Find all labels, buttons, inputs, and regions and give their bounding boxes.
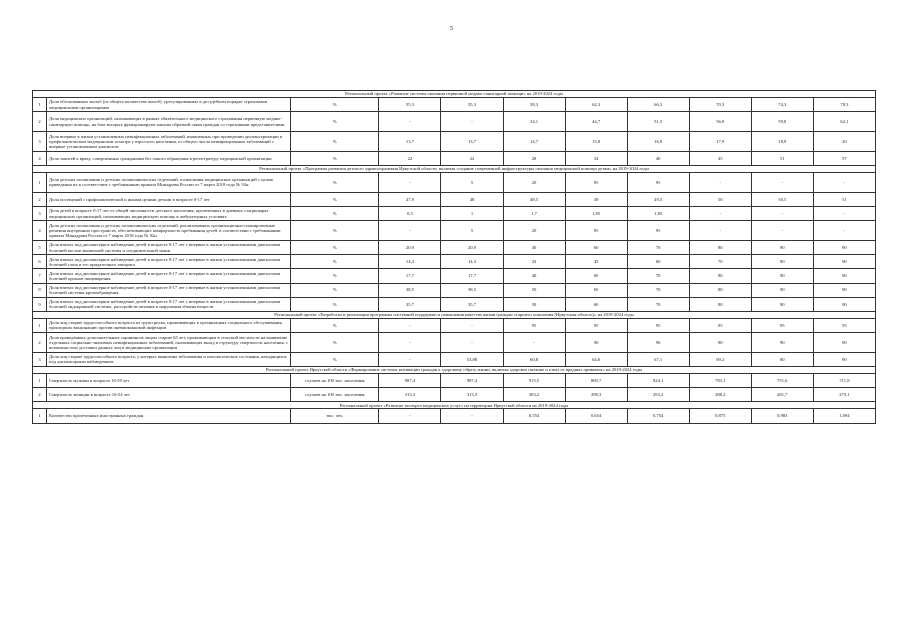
value-cell: 90 [813, 240, 875, 254]
unit-cell: случаев на 100 тыс. населения [291, 388, 379, 402]
value-cell: 70 [627, 283, 689, 297]
section-header-row [33, 91, 876, 98]
value-cell: 313,3 [379, 388, 441, 402]
value-cell: 45 [565, 255, 627, 269]
value-cell: 20 [813, 131, 875, 151]
table-row [33, 240, 876, 254]
value-cell: 57 [813, 151, 875, 165]
value-cell: 80 [689, 269, 751, 283]
table-row [33, 333, 876, 353]
row-number: 7 [33, 269, 47, 283]
value-cell: 14,3 [441, 255, 503, 269]
value-cell: 48 [441, 192, 503, 206]
unit-cell: % [291, 131, 379, 151]
value-cell: - [441, 318, 503, 332]
section-title: Региональный проект Иркутской области «Формирование системы мотивации граждан к здоровому образу жизни, включая здоровое питание и отказ от вредных привычек» на 2019-2024 годы [33, 367, 876, 374]
value-cell: 90 [813, 333, 875, 353]
row-number: 8 [33, 283, 47, 297]
value-cell: - [379, 333, 441, 353]
value-cell: 60 [565, 297, 627, 311]
indicator-name: Доля взятых под диспансерное наблюдение детей в возрасте 0-17 лет с впервые в жизни установленными диагнозами болезней глаза и его придаточного аппарата [47, 255, 291, 269]
section-header-row [33, 402, 876, 409]
unit-cell: % [291, 333, 379, 353]
section-title: Региональный проект «Развитие системы оказания первичной медико-санитарной помощи» на 2019-2024 годы [33, 91, 876, 98]
value-cell: 56,8 [689, 112, 751, 132]
value-cell: 60 [565, 283, 627, 297]
value-cell: 50 [503, 283, 565, 297]
value-cell: 58,3 [503, 98, 565, 112]
value-cell: 95 [565, 221, 627, 241]
value-cell: 0,875 [689, 409, 751, 423]
table-row [33, 283, 876, 297]
value-cell: 55,3 [379, 98, 441, 112]
value-cell: 55,3 [441, 98, 503, 112]
indicator-name: Доля детей в возрасте 0-17 лет от общей численности детского населения, пролеченных в дневных стационарах медицинских организаций, оказывающих медицинскую помощь в амбулаторных условиях [47, 206, 291, 220]
value-cell: 95 [627, 221, 689, 241]
row-number: 1 [33, 318, 47, 332]
value-cell: 70,3 [689, 98, 751, 112]
unit-cell: % [291, 240, 379, 254]
value-cell: 275,1 [813, 388, 875, 402]
value-cell: 59,8 [751, 112, 813, 132]
value-cell: 62,3 [565, 98, 627, 112]
value-cell: 50,5 [751, 192, 813, 206]
indicator-name: Доля взятых под диспансерное наблюдение детей в возрасте 0-17 лет с впервые в жизни установленными диагнозами болезней костно-мышечной системы и соединительной ткани [47, 240, 291, 254]
value-cell: 40 [503, 269, 565, 283]
table-row [33, 409, 876, 423]
value-cell: 74,3 [751, 98, 813, 112]
indicator-name: Доля лиц старше трудоспособного возраста, у которых выявлены заболевания и патологические состояния, находящихся под диспансерным наблюдением [47, 352, 291, 366]
value-cell: 915,5 [503, 374, 565, 388]
value-cell: 0,754 [627, 409, 689, 423]
value-cell: 35,7 [379, 297, 441, 311]
value-cell: 67,1 [627, 352, 689, 366]
row-number: 2 [33, 388, 47, 402]
table-row [33, 112, 876, 132]
unit-cell: % [291, 172, 379, 192]
value-cell: 53,88 [441, 352, 503, 366]
value-cell: 38,5 [441, 283, 503, 297]
value-cell: 303,2 [503, 388, 565, 402]
value-cell: 751,6 [751, 374, 813, 388]
row-number: 3 [33, 352, 47, 366]
value-cell: 70 [689, 255, 751, 269]
value-cell: 13,7 [379, 131, 441, 151]
value-cell: 1,85 [627, 206, 689, 220]
value-cell: 38,5 [379, 283, 441, 297]
table-row [33, 374, 876, 388]
unit-cell: % [291, 297, 379, 311]
row-number: 2 [33, 333, 47, 353]
value-cell: - [503, 333, 565, 353]
row-number: 2 [33, 192, 47, 206]
value-cell: - [751, 221, 813, 241]
table-row [33, 221, 876, 241]
value-cell: 60 [627, 255, 689, 269]
value-cell: 313,3 [441, 388, 503, 402]
section-title: Региональный проект «Программа развития детского здравоохранения Иркутской области, включая создание современной инфраструктуры оказания медицинской помощи детям» на 2019-2024 годы [33, 165, 876, 172]
value-cell: 5 [441, 172, 503, 192]
value-cell: 50 [503, 297, 565, 311]
value-cell: 78,3 [813, 98, 875, 112]
value-cell: 35,7 [441, 297, 503, 311]
value-cell: 48,5 [503, 192, 565, 206]
value-cell: 51 [813, 192, 875, 206]
unit-cell: % [291, 192, 379, 206]
value-cell: 60,8 [503, 352, 565, 366]
table-row [33, 98, 876, 112]
value-cell: 49,5 [627, 192, 689, 206]
value-cell: 28 [503, 151, 565, 165]
unit-cell: % [291, 283, 379, 297]
value-cell: 34,1 [503, 112, 565, 132]
unit-cell: случаев на 100 тыс. населения [291, 374, 379, 388]
row-number: 6 [33, 255, 47, 269]
value-cell: 80 [689, 297, 751, 311]
unit-cell: % [291, 98, 379, 112]
value-cell: - [689, 221, 751, 241]
unit-cell: % [291, 151, 379, 165]
value-cell: 45 [689, 151, 751, 165]
table-row [33, 151, 876, 165]
indicator-name: Доля проведённых дополнительных скринингов лицам старше 65 лет, проживающим в сельской местности на выявление отдельных социально-значимых неинфекционных заболеваний, оказывающих вклад в структуру смертности населения, с возможностью доставки данных лиц в медицинские организации [47, 333, 291, 353]
table-row [33, 192, 876, 206]
indicator-name: Доля медицинских организаций, оказывающих в рамках обязательного медицинского страхования первичную медико-санитарную помощь, на базе которых функционируют каналы обратной связи граждан со страховыми представителями [47, 112, 291, 132]
value-cell: 281,7 [751, 388, 813, 402]
row-number: 1 [33, 98, 47, 112]
value-cell: 80 [689, 240, 751, 254]
indicator-name: Доля лиц старше трудоспособного возраста из групп риска, проживающих в организациях социального обслуживания, прошедших вакцинацию против пневмококковой инфекции [47, 318, 291, 332]
value-cell: - [689, 172, 751, 192]
value-cell: 22 [441, 151, 503, 165]
value-cell: 95 [503, 318, 565, 332]
indicator-name: Доля детских поликлиник и детских поликлинических отделений, поликлиник медицинских организаций с целью приведения их в соответствие с требованиями приказа Минздрава России от 7 марта 2018 года № 92н [47, 172, 291, 192]
value-cell: 69,2 [689, 352, 751, 366]
unit-cell: % [291, 221, 379, 241]
table-row [33, 131, 876, 151]
indicator-name: Доля посещений с профилактической и иными целями детьми в возрасте 0-17 лет [47, 192, 291, 206]
value-cell: 60 [565, 240, 627, 254]
unit-cell: % [291, 206, 379, 220]
value-cell: 13,7 [441, 131, 503, 151]
value-cell: 0,983 [751, 409, 813, 423]
value-cell: 20,9 [441, 240, 503, 254]
section-header-row [33, 165, 876, 172]
value-cell: 51,5 [627, 112, 689, 132]
indicators-table [32, 90, 876, 424]
value-cell: 987,4 [379, 374, 441, 388]
value-cell: 80 [689, 283, 751, 297]
value-cell: - [441, 112, 503, 132]
value-cell: 17,7 [441, 269, 503, 283]
value-cell: 1,85 [565, 206, 627, 220]
value-cell: 1,7 [503, 206, 565, 220]
unit-cell: % [291, 255, 379, 269]
value-cell: 30 [503, 240, 565, 254]
value-cell: - [441, 409, 503, 423]
indicator-name: Доля обоснованных жалоб (от общего количества жалоб), урегулированных в досудебном порядке страховыми медицинскими организациями [47, 98, 291, 112]
value-cell: 14,7 [503, 131, 565, 151]
value-cell: 70 [627, 297, 689, 311]
value-cell: 293,2 [627, 388, 689, 402]
value-cell: 987,4 [441, 374, 503, 388]
value-cell: 33 [503, 255, 565, 269]
value-cell: 90 [813, 283, 875, 297]
value-cell: 0,554 [503, 409, 565, 423]
value-cell: 783,1 [689, 374, 751, 388]
value-cell: 49 [565, 192, 627, 206]
row-number: 1 [33, 409, 47, 423]
value-cell: 90 [813, 297, 875, 311]
value-cell: 60 [565, 269, 627, 283]
value-cell: 869,7 [565, 374, 627, 388]
value-cell: 40 [627, 151, 689, 165]
value-cell: 95 [565, 318, 627, 332]
table-row [33, 269, 876, 283]
indicator-name: Смертность женщин в возрасте 16-54 лет [47, 388, 291, 402]
value-cell: 90 [565, 333, 627, 353]
value-cell: 90 [751, 297, 813, 311]
value-cell: 80 [751, 255, 813, 269]
row-number: 4 [33, 221, 47, 241]
value-cell: 0,654 [565, 409, 627, 423]
value-cell: 50 [689, 192, 751, 206]
value-cell: 51 [751, 151, 813, 165]
value-cell: - [379, 352, 441, 366]
value-cell: 90 [813, 255, 875, 269]
value-cell: 298,3 [565, 388, 627, 402]
value-cell: 18,9 [751, 131, 813, 151]
table-row [33, 318, 876, 332]
value-cell: 16,8 [627, 131, 689, 151]
section-header-row [33, 367, 876, 374]
value-cell: 90 [689, 333, 751, 353]
value-cell: 711,8 [813, 374, 875, 388]
value-cell: 70 [627, 269, 689, 283]
value-cell: 824,1 [627, 374, 689, 388]
value-cell: 70 [627, 240, 689, 254]
value-cell: - [813, 172, 875, 192]
value-cell: 95 [689, 318, 751, 332]
value-cell: - [379, 318, 441, 332]
section-header-row [33, 311, 876, 318]
value-cell: - [751, 172, 813, 192]
value-cell: 14,3 [379, 255, 441, 269]
row-number: 3 [33, 131, 47, 151]
table-row [33, 352, 876, 366]
value-cell: 90 [751, 283, 813, 297]
table-row [33, 297, 876, 311]
table-row [33, 172, 876, 192]
value-cell: - [379, 172, 441, 192]
row-number: 3 [33, 206, 47, 220]
value-cell: - [379, 221, 441, 241]
value-cell: 90 [813, 269, 875, 283]
value-cell: 80 [751, 352, 813, 366]
value-cell: 20 [503, 221, 565, 241]
value-cell: 95 [813, 318, 875, 332]
indicator-name: Доля взятых под диспансерное наблюдение детей в возрасте 0-17 лет с впервые в жизни установленными диагнозами болезней системы кровообращения [47, 283, 291, 297]
value-cell: 17,9 [689, 131, 751, 151]
value-cell: - [751, 206, 813, 220]
value-cell: - [813, 206, 875, 220]
value-cell: 0,5 [379, 206, 441, 220]
indicator-name: Доля взятых под диспансерное наблюдение детей в возрасте 0-17 лет с впервые в жизни установленными диагнозами болезней эндокринной системы, расстройств питания и нарушения обмена веществ [47, 297, 291, 311]
value-cell: - [379, 112, 441, 132]
row-number: 9 [33, 297, 47, 311]
value-cell: 20 [503, 172, 565, 192]
value-cell: - [379, 409, 441, 423]
value-cell: 90 [751, 269, 813, 283]
row-number: 1 [33, 374, 47, 388]
section-title: Региональный проект «Развитие экспорта медицинских услуг» на территории Иркутской области на 2019-2024 годы [33, 402, 876, 409]
value-cell: 95 [627, 172, 689, 192]
value-cell: 90 [751, 240, 813, 254]
row-number: 1 [33, 172, 47, 192]
indicator-name: Доля детских поликлиник и детских поликлинических отделений, реализовавших организационно-планировочные решения внутренних пространств, обеспечивающих комфортность пребывания детей, в соответствии с требованиями приказа Минздрава России от 7 марта 2018 года № 92н [47, 221, 291, 241]
value-cell: 66,3 [627, 98, 689, 112]
indicator-name: Доля взятых под диспансерное наблюдение детей в возрасте 0-17 лет с впервые в жизни установленными диагнозами болезней органов пищеварения [47, 269, 291, 283]
value-cell: - [813, 221, 875, 241]
value-cell: 17,7 [379, 269, 441, 283]
row-number: 5 [33, 240, 47, 254]
value-cell: 15,8 [565, 131, 627, 151]
indicator-name: Доля впервые в жизни установленных неинфекционных заболеваний, выявленных при проведении диспансеризации и профилактическом медицинском осмотре у взрослого населения, от общего числа неинфекционных заболеваний с впервые установленным диагнозом [47, 131, 291, 151]
row-number: 2 [33, 112, 47, 132]
value-cell: 44,7 [565, 112, 627, 132]
unit-cell: % [291, 112, 379, 132]
value-cell: 1 [441, 206, 503, 220]
value-cell: - [441, 333, 503, 353]
value-cell: 95 [565, 172, 627, 192]
value-cell: 47,9 [379, 192, 441, 206]
value-cell: 20,9 [379, 240, 441, 254]
value-cell: 1,094 [813, 409, 875, 423]
indicator-name: Доля записей к врачу, совершенных гражданами без очного обращения в регистратуру медицинской организации [47, 151, 291, 165]
value-cell: 5 [441, 221, 503, 241]
value-cell: 95 [751, 318, 813, 332]
table-row [33, 255, 876, 269]
value-cell: 95 [627, 318, 689, 332]
value-cell: 22 [379, 151, 441, 165]
indicator-name: Смертность мужчин в возрасте 16-59 лет [47, 374, 291, 388]
value-cell: 90 [813, 352, 875, 366]
unit-cell: % [291, 352, 379, 366]
row-number: 4 [33, 151, 47, 165]
value-cell: 90 [627, 333, 689, 353]
unit-cell: % [291, 269, 379, 283]
unit-cell: % [291, 318, 379, 332]
unit-cell: тыс. чел. [291, 409, 379, 423]
table-row [33, 388, 876, 402]
value-cell: 64,6 [565, 352, 627, 366]
value-cell: 288,2 [689, 388, 751, 402]
indicator-name: Количество пролеченных иностранных граждан [47, 409, 291, 423]
section-title: Региональный проект «Разработка и реализация программы системной поддержки и повышения качества жизни граждан старшего поколения (Иркутская область)» на 2019-2024 годы [33, 311, 876, 318]
page-number: 5 [450, 26, 453, 32]
value-cell: - [689, 206, 751, 220]
value-cell: 34 [565, 151, 627, 165]
table-row [33, 206, 876, 220]
value-cell: 90 [751, 333, 813, 353]
value-cell: 62,1 [813, 112, 875, 132]
